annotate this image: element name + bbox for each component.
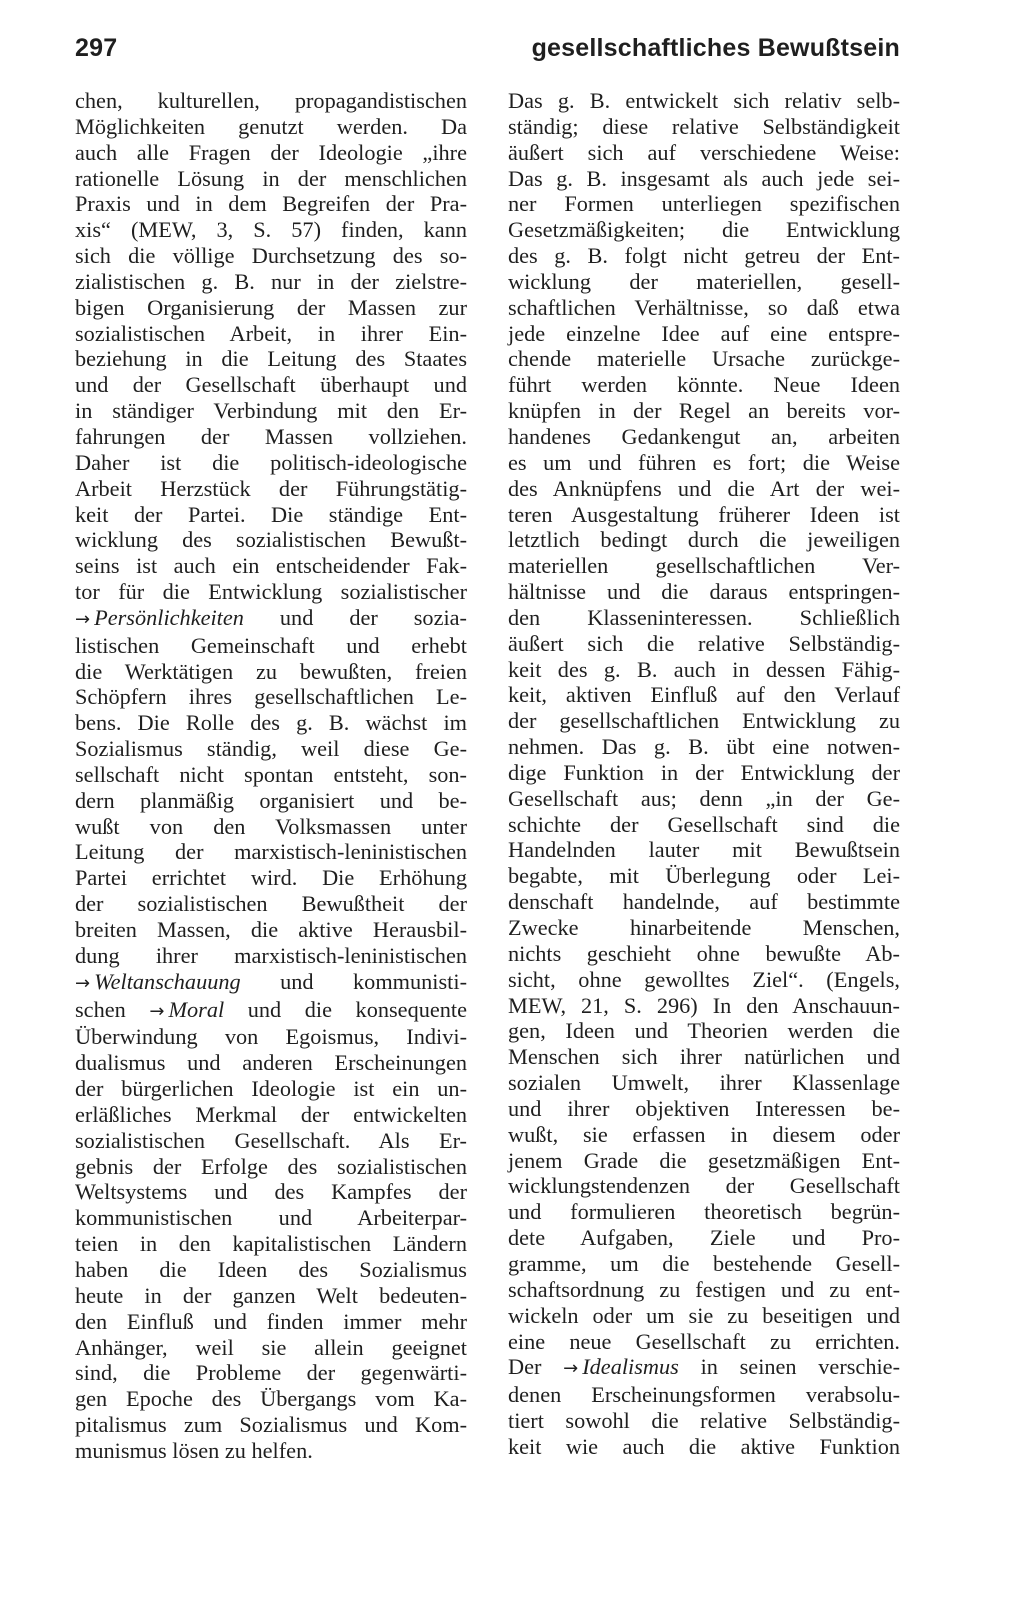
- line-suffix: und kommunisti-: [240, 968, 467, 994]
- text-line: wickeln oder um sie zu beseitigen und: [508, 1302, 900, 1328]
- text-line: nehmen. Das g. B. übt eine notwen-: [508, 734, 900, 760]
- text-line: jede einzelne Idee auf eine entspre-: [508, 320, 900, 346]
- text-line: Möglichkeiten genutzt werden. Da: [75, 113, 467, 139]
- text-line: haben die Ideen des Sozialismus: [75, 1256, 467, 1282]
- text-line: der sozialistischen Bewußtheit der: [75, 891, 467, 917]
- text-line: der bürgerlichen Ideologie ist ein un-: [75, 1076, 467, 1102]
- line-suffix: und die konsequente: [224, 996, 468, 1022]
- text-line: dern planmäßig organisiert und be-: [75, 787, 467, 813]
- text-line: keit, aktiven Einfluß auf den Verlauf: [508, 682, 900, 708]
- text-line: Zwecke hinarbeitende Menschen,: [508, 915, 900, 940]
- text-line: beziehung in die Leitung des Staates: [75, 346, 467, 372]
- right-text-column: [508, 88, 900, 1460]
- text-line: wicklungstendenzen der Gesellschaft: [508, 1173, 900, 1199]
- line-prefix: schen: [75, 996, 150, 1022]
- text-line: chen, kulturellen, propagandistischen: [75, 88, 467, 113]
- page-number: 297: [75, 34, 118, 62]
- line-suffix: in seinen verschie-: [678, 1354, 900, 1380]
- text-line: tor für die Entwicklung sozialistischer: [75, 579, 467, 605]
- text-line: Arbeit Herzstück der Führungstätig-: [75, 475, 467, 501]
- text-line: den Klasseninteressen. Schließlich: [508, 604, 900, 630]
- text-line: wußt von den Volksmassen unter: [75, 813, 467, 839]
- text-line: wicklung des sozialistischen Bewußt-: [75, 527, 467, 553]
- text-line: breiten Massen, die aktive Herausbil-: [75, 917, 467, 942]
- text-line: jenem Grade die gesetzmäßigen Ent-: [508, 1147, 900, 1173]
- text-line: es um und führen es fort; die Weise: [508, 449, 900, 475]
- text-line: teren Ausgestaltung früherer Ideen ist: [508, 501, 900, 527]
- text-line: sich die völlige Durchsetzung des so-: [75, 243, 467, 269]
- text-line: listischen Gemeinschaft und erhebt: [75, 632, 467, 658]
- text-line: Praxis und in dem Begreifen der Pra-: [75, 191, 467, 217]
- text-line: gen Epoche des Übergangs vom Ka-: [75, 1386, 467, 1412]
- text-line: und ihrer objektiven Interessen be-: [508, 1095, 900, 1121]
- text-line: wußt, sie erfassen in diesem oder: [508, 1121, 900, 1147]
- text-line: sozialistischen Gesellschaft. Als Er-: [75, 1127, 467, 1153]
- text-line: pitalismus zum Sozialismus und Kom-: [75, 1412, 467, 1438]
- text-line: erläßliches Merkmal der entwickelten: [75, 1101, 467, 1127]
- text-line: sozialen Umwelt, ihrer Klassenlage: [508, 1070, 900, 1096]
- text-line: rationelle Lösung in der menschlichen: [75, 165, 467, 191]
- text-line: und formulieren theoretisch begrün-: [508, 1199, 900, 1225]
- text-line: nichts geschieht ohne bewußte Ab-: [508, 940, 900, 966]
- text-line: gramme, um die bestehende Gesell-: [508, 1250, 900, 1276]
- text-line: Weltsystems und des Kampfes der: [75, 1179, 467, 1205]
- text-line: dete Aufgaben, Ziele und Pro-: [508, 1225, 900, 1251]
- left-text-column: [75, 88, 467, 1464]
- text-line: sind, die Probleme der gegenwärti-: [75, 1360, 467, 1386]
- text-line: kommunistischen und Arbeiterpar-: [75, 1205, 467, 1231]
- text-line: Schöpfern ihres gesellschaftlichen Le-: [75, 684, 467, 710]
- text-line: [75, 605, 467, 633]
- text-line: Partei errichtet wird. Die Erhöhung: [75, 865, 467, 891]
- cross-reference-term[interactable]: Moral: [168, 996, 225, 1022]
- text-line: materiellen gesellschaftlichen Ver-: [508, 553, 900, 579]
- text-line: Das g. B. insgesamt als auch jede sei-: [508, 165, 900, 191]
- text-line: dung ihrer marxistisch-leninistischen: [75, 942, 467, 968]
- text-line: denen Erscheinungsformen verabsolu-: [508, 1382, 900, 1408]
- text-line: fahrungen der Massen vollziehen.: [75, 423, 467, 449]
- line-suffix: und der sozia-: [243, 604, 467, 630]
- cross-reference-arrow-icon: →: [563, 1358, 579, 1380]
- text-line: xis“ (MEW, 3, S. 57) finden, kann: [75, 217, 467, 243]
- text-line: in ständiger Verbindung mit den Er-: [75, 398, 467, 424]
- text-line: den Einfluß und finden immer mehr: [75, 1308, 467, 1334]
- text-line: Gesellschaft aus; denn „in der Ge-: [508, 785, 900, 811]
- text-line: teien in den kapitalistischen Ländern: [75, 1231, 467, 1257]
- text-line: des Anknüpfens und die Art der wei-: [508, 475, 900, 501]
- text-line: äußert sich auf verschiedene Weise:: [508, 139, 900, 165]
- text-line: auch alle Fragen der Ideologie „ihre: [75, 139, 467, 165]
- line-prefix: Der: [508, 1354, 564, 1380]
- cross-reference-term[interactable]: Persönlichkeiten: [94, 604, 244, 630]
- text-line: eine neue Gesellschaft zu errichten.: [508, 1328, 900, 1354]
- text-line: Leitung der marxistisch-leninistischen: [75, 839, 467, 865]
- text-line: Menschen sich ihrer natürlichen und: [508, 1044, 900, 1070]
- text-line: schaftsordnung zu festigen und zu ent-: [508, 1276, 900, 1302]
- text-line: Gesetzmäßigkeiten; die Entwicklung: [508, 217, 900, 243]
- text-line: denschaft handelnde, auf bestimmte: [508, 889, 900, 915]
- text-line: schichte der Gesellschaft sind die: [508, 811, 900, 837]
- text-line: führt werden könnte. Neue Ideen: [508, 372, 900, 398]
- text-line: die Werktätigen zu bewußten, freien: [75, 658, 467, 684]
- text-line: der gesellschaftlichen Entwicklung zu: [508, 708, 900, 734]
- text-line: Überwindung von Egoismus, Indivi-: [75, 1024, 467, 1050]
- text-line: sozialistischen Arbeit, in ihrer Ein-: [75, 320, 467, 346]
- text-line: [75, 997, 467, 1025]
- text-line: Anhänger, weil sie allein geeignet: [75, 1334, 467, 1360]
- text-line: ner Formen unterliegen spezifischen: [508, 191, 900, 217]
- text-line: Daher ist die politisch-ideologische: [75, 449, 467, 475]
- running-title: gesellschaftliches Bewußtsein: [531, 34, 900, 62]
- text-line: [75, 969, 467, 997]
- text-line: dualismus und anderen Erscheinungen: [75, 1050, 467, 1076]
- text-line: seins ist auch ein entscheidender Fak-: [75, 553, 467, 579]
- text-line: [508, 1354, 900, 1382]
- text-line: chende materielle Ursache zurückge-: [508, 346, 900, 372]
- text-line: heute in der ganzen Welt bedeuten-: [75, 1282, 467, 1308]
- text-line: bigen Organisierung der Massen zur: [75, 294, 467, 320]
- cross-reference-term[interactable]: Idealismus: [582, 1354, 679, 1380]
- text-line: letztlich bedingt durch die jeweiligen: [508, 527, 900, 553]
- cross-reference-term[interactable]: Weltanschauung: [94, 968, 241, 994]
- text-line: MEW, 21, S. 296) In den Anschauun-: [508, 992, 900, 1018]
- cross-reference-arrow-icon: →: [75, 972, 91, 994]
- text-line: äußert sich die relative Selbständig-: [508, 630, 900, 656]
- text-line: knüpfen in der Regel an bereits vor-: [508, 398, 900, 424]
- text-line: wicklung der materiellen, gesell-: [508, 268, 900, 294]
- text-line: dige Funktion in der Entwicklung der: [508, 759, 900, 785]
- text-line: munismus lösen zu helfen.: [75, 1437, 313, 1463]
- text-line: und der Gesellschaft überhaupt und: [75, 372, 467, 398]
- cross-reference-arrow-icon: →: [149, 1000, 165, 1022]
- text-line: zialistischen g. B. nur in der zielstre-: [75, 268, 467, 294]
- text-line: begabte, mit Überlegung oder Lei-: [508, 863, 900, 889]
- text-line: keit wie auch die aktive Funktion: [508, 1433, 900, 1459]
- text-line: tiert sowohl die relative Selbständig-: [508, 1408, 900, 1434]
- text-line: gen, Ideen und Theorien werden die: [508, 1018, 900, 1044]
- text-line: sicht, ohne gewolltes Ziel“. (Engels,: [508, 966, 900, 992]
- text-line: keit des g. B. auch in dessen Fähig-: [508, 656, 900, 682]
- text-line: hältnisse und die daraus entspringen-: [508, 579, 900, 605]
- text-line: sellschaft nicht spontan entsteht, son-: [75, 761, 467, 787]
- text-line: bens. Die Rolle des g. B. wächst im: [75, 710, 467, 736]
- text-line: Das g. B. entwickelt sich relativ selb-: [508, 88, 900, 113]
- text-line: keit der Partei. Die ständige Ent-: [75, 501, 467, 527]
- text-line: schaftlichen Verhältnisse, so daß etwa: [508, 294, 900, 320]
- text-line: handenes Gedankengut an, arbeiten: [508, 423, 900, 449]
- text-line: des g. B. folgt nicht getreu der Ent-: [508, 243, 900, 269]
- text-line: Sozialismus ständig, weil diese Ge-: [75, 736, 467, 762]
- text-line: Handelnden lauter mit Bewußtsein: [508, 837, 900, 863]
- text-line: gebnis der Erfolge des sozialistischen: [75, 1153, 467, 1179]
- text-line: ständig; diese relative Selbständigkeit: [508, 113, 900, 139]
- cross-reference-arrow-icon: →: [75, 608, 91, 630]
